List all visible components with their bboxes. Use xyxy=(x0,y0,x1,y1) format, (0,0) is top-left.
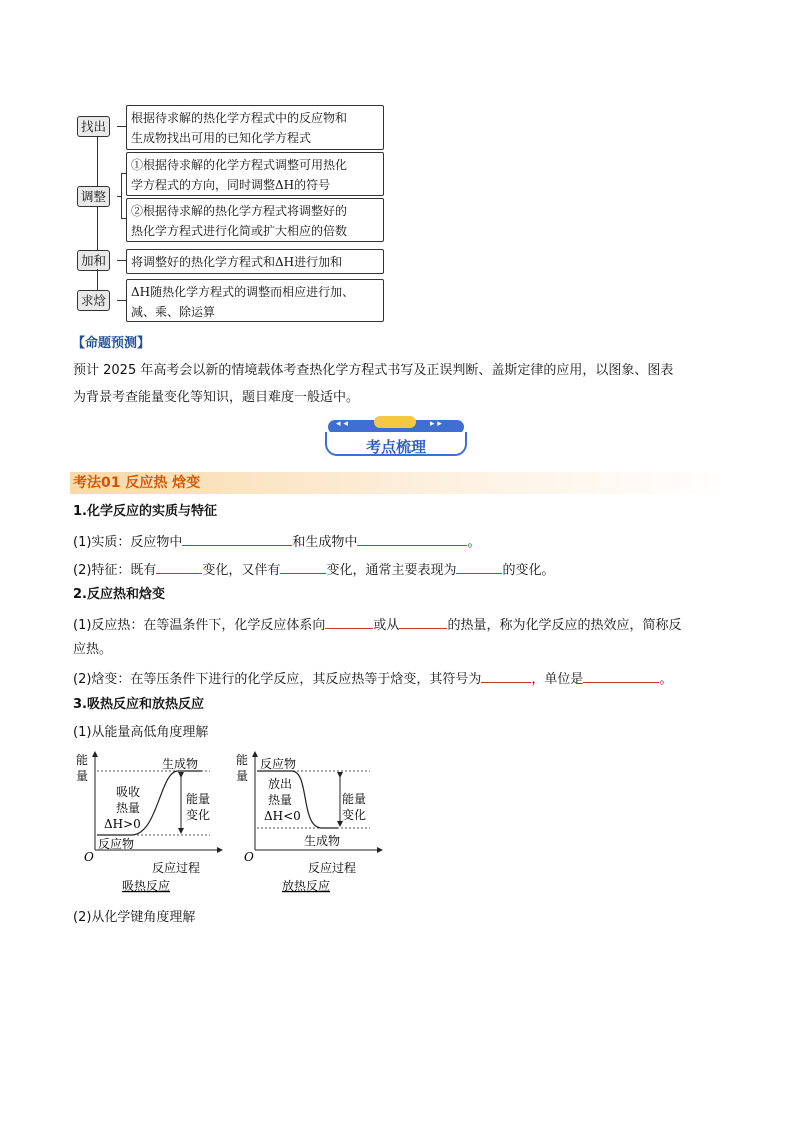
axis-label: 能 xyxy=(236,753,249,767)
flow-link xyxy=(117,126,126,127)
text: 变化，又伴有 xyxy=(202,563,281,578)
banner-arrows-left: ◂ ◂ xyxy=(336,419,348,429)
energy-change-label: 能量 xyxy=(342,792,367,806)
energy-change-label: 变化 xyxy=(186,808,211,822)
note-label: 热量 xyxy=(268,793,293,807)
heading-2: 2.反应热和焓变 xyxy=(73,587,165,602)
text: 。 xyxy=(467,535,481,550)
note-label: 吸收 xyxy=(116,785,141,799)
flow-box-adjust-2 xyxy=(126,198,384,242)
delta-h-label: ΔH>0 xyxy=(104,817,141,831)
text: 的热量，称为化学反应的热效应，简称反 xyxy=(447,618,682,633)
flow-connector xyxy=(97,269,98,291)
text: 的变化。 xyxy=(502,563,555,578)
flow-box-text: 学方程式的方向，同时调整ΔH的符号 xyxy=(131,178,331,192)
paragraph-feature xyxy=(73,559,554,580)
endothermic-diagram xyxy=(76,752,220,893)
text: 和生成物中 xyxy=(292,535,358,550)
banner-arrows-right: ▸ ▸ xyxy=(430,419,442,429)
flow-box-text: ①根据待求解的化学方程式调整可用热化 xyxy=(131,158,348,172)
energy-diagrams xyxy=(70,748,400,898)
text: (1)实质：反应物中 xyxy=(73,535,183,550)
flow-box-text: 减、乘、除运算 xyxy=(131,305,216,319)
energy-change-label: 能量 xyxy=(186,792,211,806)
origin-label: O xyxy=(84,850,94,864)
text: (2)特征：既有 xyxy=(73,563,157,578)
fill-blank[interactable] xyxy=(399,614,447,629)
text: 变化，通常主要表现为 xyxy=(326,563,457,578)
text: 。 xyxy=(659,672,673,687)
fill-blank[interactable] xyxy=(357,531,467,546)
reactant-label: 反应物 xyxy=(260,757,297,771)
flow-box-adjust-1 xyxy=(126,152,384,196)
x-axis-label: 反应过程 xyxy=(308,861,357,875)
text: (1)反应热：在等温条件下，化学反应体系向 xyxy=(73,618,326,633)
section-title: 考法01 反应热 焓变 xyxy=(73,475,201,491)
axis-label: 能 xyxy=(76,753,89,767)
flow-tag-enthalpy: 求焓 xyxy=(77,290,110,311)
flow-box-sum xyxy=(126,249,384,274)
axis-label: 量 xyxy=(236,769,249,783)
banner-label: 考点梳理 xyxy=(365,438,426,456)
paragraph-reaction-heat-cont: 应热。 xyxy=(73,642,113,657)
fill-blank[interactable] xyxy=(182,531,292,546)
prediction-line-2: 为背景考查能量变化等知识，题目难度一般适中。 xyxy=(73,390,360,405)
paragraph-enthalpy xyxy=(73,668,672,689)
product-label: 生成物 xyxy=(304,834,341,848)
text: ，单位是 xyxy=(531,672,584,687)
paragraph-essence xyxy=(73,531,480,552)
delta-h-label: ΔH<0 xyxy=(264,809,301,823)
text: (2)焓变：在等压条件下进行的化学反应，其反应热等于焓变，其符号为 xyxy=(73,672,482,687)
fill-blank[interactable] xyxy=(481,668,531,683)
flow-box-find xyxy=(126,105,384,150)
diagram-caption: 放热反应 xyxy=(282,879,331,893)
fill-blank[interactable] xyxy=(280,559,326,574)
fill-blank[interactable] xyxy=(456,559,502,574)
fill-blank[interactable] xyxy=(156,559,202,574)
flow-tag-adjust: 调整 xyxy=(77,186,110,207)
fill-blank[interactable] xyxy=(325,614,373,629)
note-label: 放出 xyxy=(268,777,293,791)
flow-link xyxy=(117,260,126,261)
paragraph-bond-view: (2)从化学键角度理解 xyxy=(73,910,196,925)
energy-change-label: 变化 xyxy=(342,808,367,822)
flow-box-enthalpy xyxy=(126,279,384,322)
exothermic-diagram xyxy=(236,752,380,893)
paragraph-energy-view: (1)从能量高低角度理解 xyxy=(73,725,209,740)
flow-box-text: 根据待求解的热化学方程式中的反应物和 xyxy=(131,111,348,125)
flow-box-text: 生成物找出可用的已知化学方程式 xyxy=(131,131,312,145)
flow-box-text: ΔH随热化学方程式的调整而相应进行加、 xyxy=(131,285,355,299)
heading-1: 1.化学反应的实质与特征 xyxy=(73,504,217,519)
flow-box-text: 将调整好的热化学方程式和ΔH进行加和 xyxy=(131,255,343,269)
banner-tab xyxy=(374,416,416,428)
note-label: 热量 xyxy=(116,801,141,815)
flow-link xyxy=(117,300,126,301)
product-label: 生成物 xyxy=(162,757,199,771)
text: 或从 xyxy=(373,618,400,633)
flow-tag-sum: 加和 xyxy=(77,250,110,271)
fill-blank[interactable] xyxy=(583,668,659,683)
axis-label: 量 xyxy=(76,769,89,783)
origin-label: O xyxy=(244,850,254,864)
paragraph-reaction-heat xyxy=(73,614,681,635)
flow-tag-find: 找出 xyxy=(77,116,110,137)
prediction-heading: 【命题预测】 xyxy=(72,336,151,351)
heading-3: 3.吸热反应和放热反应 xyxy=(73,697,204,712)
reactant-label: 反应物 xyxy=(98,837,135,851)
diagram-caption: 吸热反应 xyxy=(122,879,171,893)
flow-box-text: 热化学方程式进行化简或扩大相应的倍数 xyxy=(131,224,348,238)
flow-bracket xyxy=(121,173,122,219)
flow-box-text: ②根据待求解的热化学方程式将调整好的 xyxy=(131,204,348,218)
x-axis-label: 反应过程 xyxy=(152,861,201,875)
prediction-line-1: 预计 2025 年高考会以新的情境载体考查热化学方程式书写及正误判断、盖斯定律的应用，以图象、图表 xyxy=(73,363,674,378)
